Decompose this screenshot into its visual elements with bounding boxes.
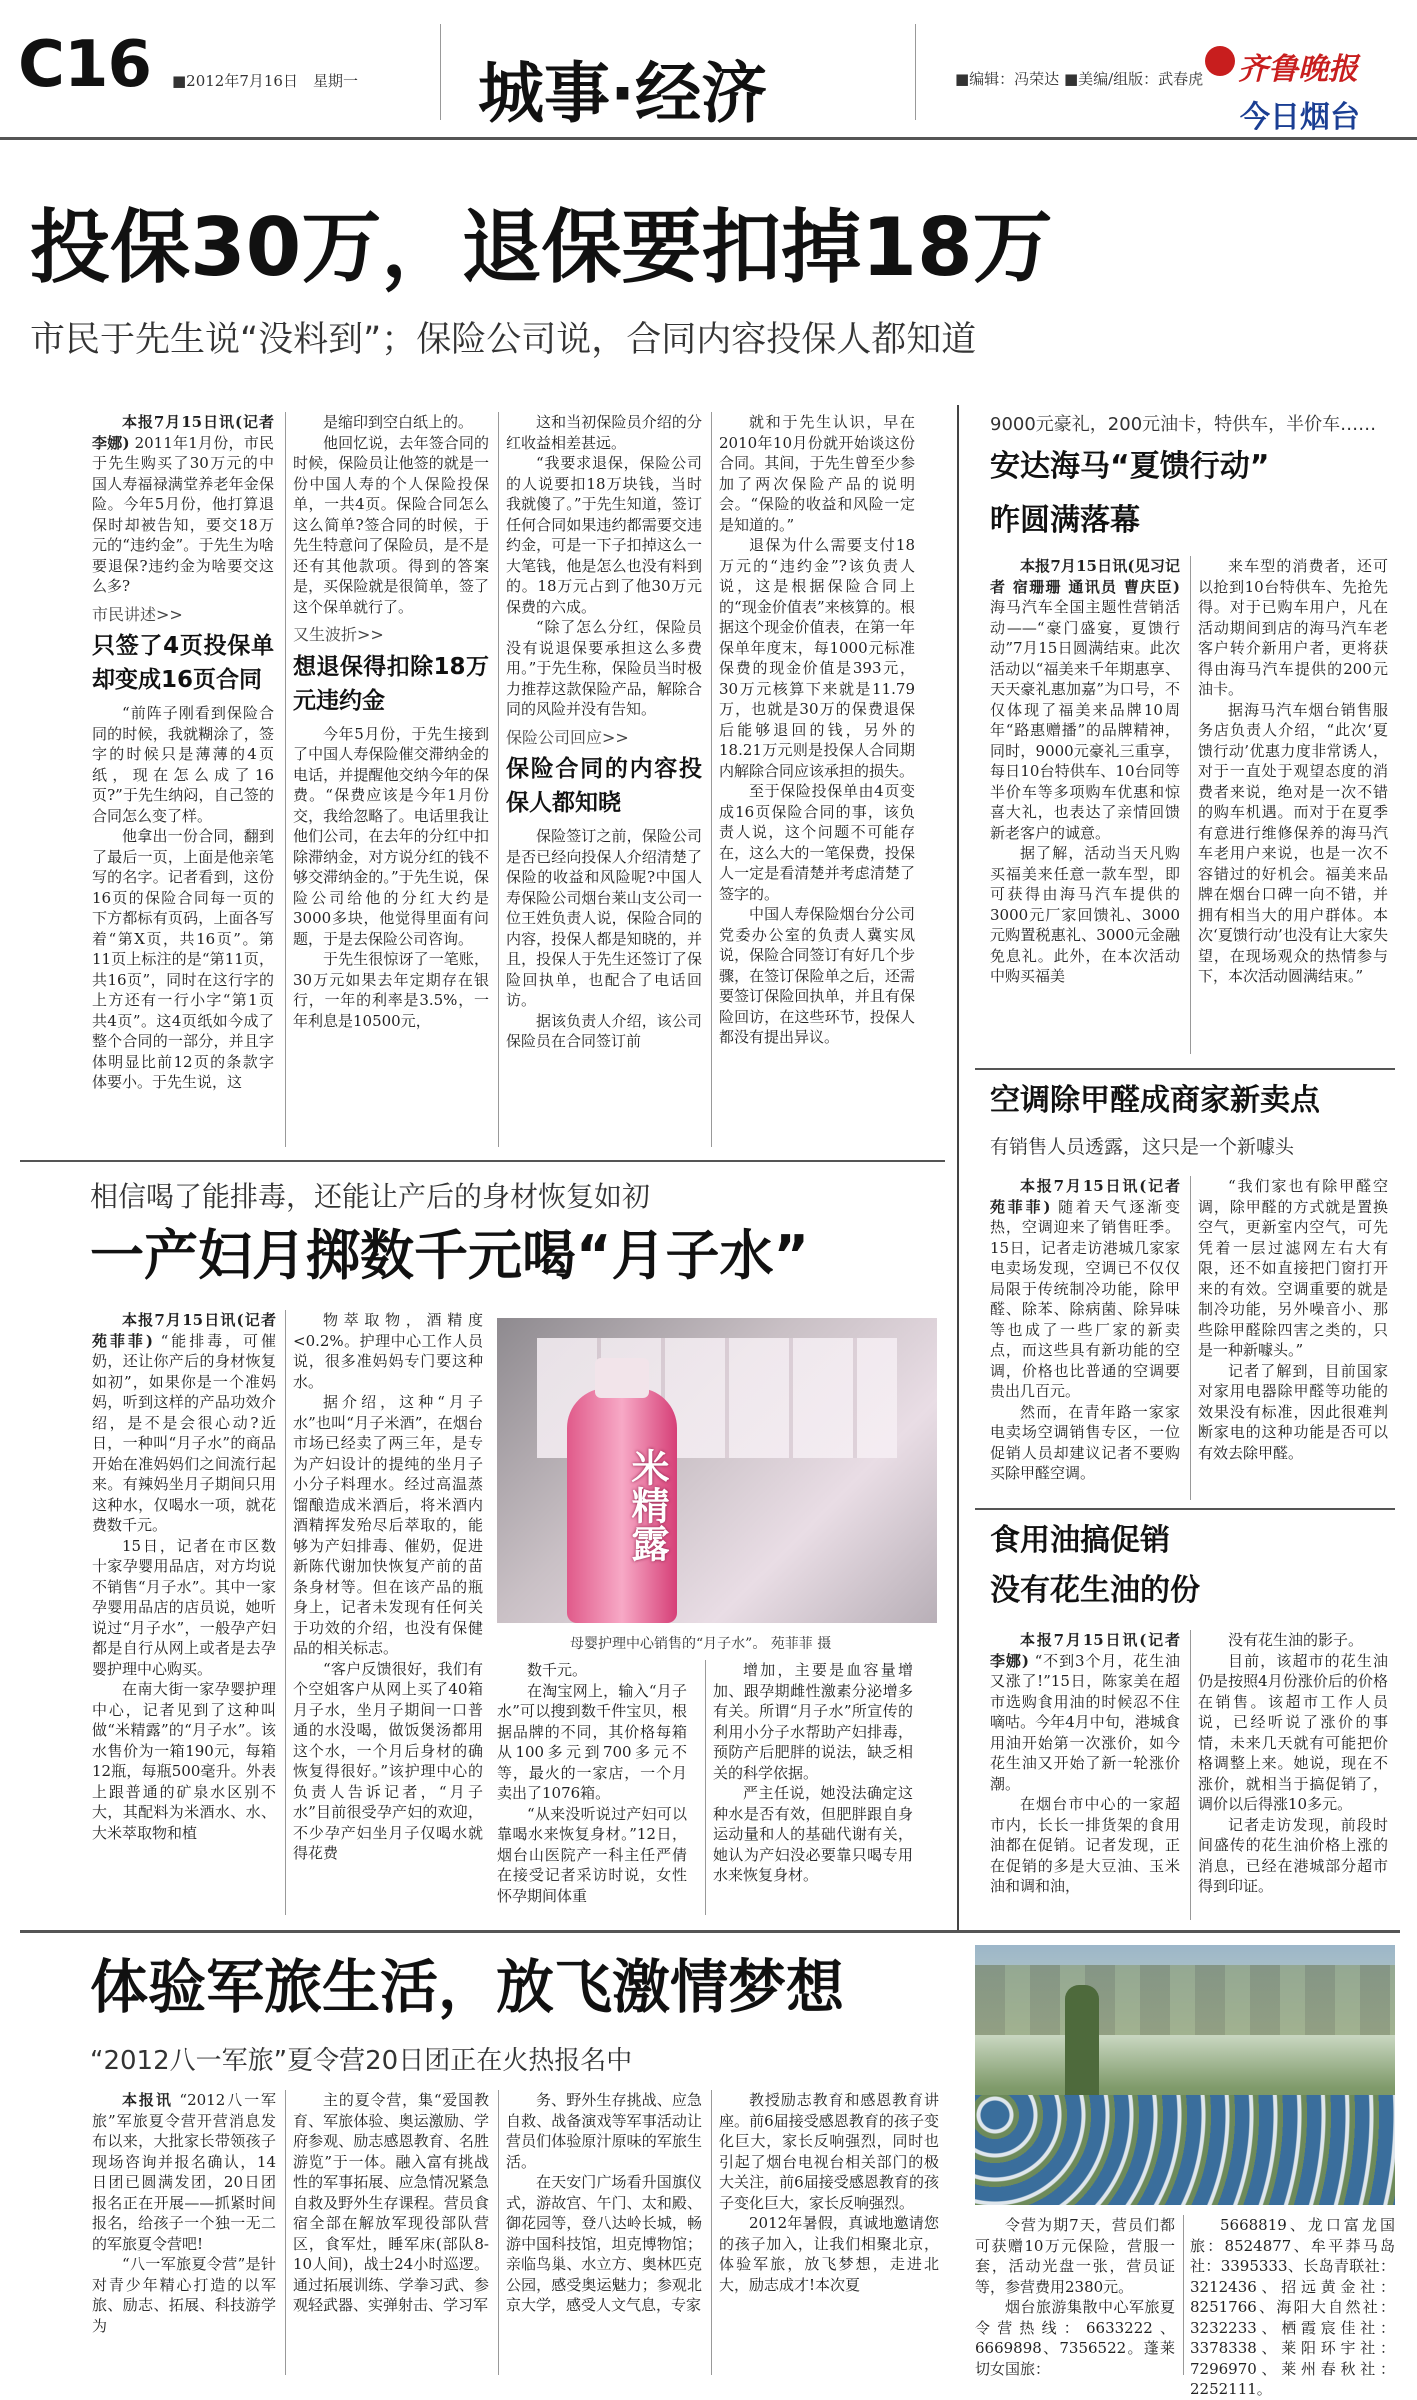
section-rule (975, 1068, 1395, 1070)
paragraph: 数千元。 (527, 1661, 588, 1679)
section-rule (975, 1508, 1395, 1510)
story1-crosshead: 保险合同的内容投保人都知晓 (506, 756, 702, 816)
paragraph: 退保为什么需要支付18万元的“违约金”?该负责人说，这是根据保险合同上的“现金价值表”来核算的。根据这个现金价值表，在第一年保单年度末，每1000元标准保费的现金价值是393元，30万元核算下来就是11.79万，也就是30万的保费退保后能够退回的钱，另外的18.21万元则是投保人合同期内解除合同应该承担的损失。 (719, 536, 915, 780)
paragraph: 至于保险投保单由4页变成16页保险合同的事，该负责人说，这个问题不可能存在，这么大的一笔保费，投保人一定是看清楚并考虑清楚了签字的。 (719, 782, 915, 903)
paragraph: 这和当初保险员介绍的分红收益相差甚远。 (506, 413, 702, 452)
story6-subheadline: “2012八一军旅”夏令营20日团正在火热报名中 (90, 2046, 633, 2076)
paragraph: 教授励志教育和感恩教育讲座。前6届接受感恩教育的孩子变化巨大，家长反响强烈，同时也引起了烟台电视台相关部门的极大关注，前6届接受感恩教育的孩子变化巨大，家长反响强烈。 (719, 2091, 939, 2212)
paragraph: 今年5月份，于先生接到了中国人寿保险催交滞纳金的电话，并提醒他交纳今年的保费。“保费应该是今年1月份交，我给忽略了。电话里我让他们公司，在去年的分红中扣除滞纳金，对方说分红的钱不够交滞纳金的。”于先生说，保险公司给他的分红大约是3000多块，他觉得里面有问题，于是去保险公司咨询。 (293, 724, 489, 948)
paragraph: 在烟台市中心的一家超市内，长长一排货架的食用油都在促销。记者发现，正在促销的多是大豆油、玉米油和调和油， (990, 1795, 1180, 1895)
paragraph: 于先生很惊讶了一笔账，30万元如果去年定期存在银行，一年的利率是3.5%，一年利息是10500元， (293, 950, 489, 1030)
column-rule (285, 1310, 286, 1915)
bottle-label: 米精露 (625, 1448, 669, 1562)
paragraph: “不到3个月，花生油又涨了!”15日，陈家美在超市选购食用油的时候忍不住嘀咕。今年4月中旬，港城食用油开始第一次涨价，如今花生油又开始了新一轮涨价潮。 (990, 1651, 1180, 1793)
paragraph: 保险签订之前，保险公司是否已经向投保人介绍清楚了保险的收益和风险呢?中国人寿保险公司烟台莱山支公司一位王姓负责人说，保险合同的内容，投保人都是知晓的，并且，投保人于先生还签订了保险回执单，也配合了电话回访。 (506, 827, 702, 1009)
column-rule (1190, 1176, 1191, 1500)
story6-column-1 (92, 2090, 276, 2375)
paragraph: 然而，在青年路一家家电卖场空调销售专区，一位促销人员却建议记者不要购买除甲醛空调。 (990, 1402, 1180, 1482)
paragraph: 2011年1月份，市民于先生购买了30万元的中国人寿福禄满堂养老年金保险。今年5月份，他打算退保时却被告知，要交18万元的“违约金”。于先生为啥要退保?违约金为啥要交这么多? (92, 433, 274, 595)
column-rule (498, 2090, 499, 2375)
page-number: C16 (18, 28, 152, 102)
dateline: 本报7月15日讯(记者 李娜) (990, 1631, 1180, 1670)
paragraph: 来车型的消费者，还可以抢到10台特供车、先抢先得。对于已购车用户，凡在活动期间到店的海马汽车老客户转介新用户者，更将获得由海马汽车提供的200元油卡。 (1198, 557, 1388, 698)
story3-headline: 一产妇月掷数千元喝“月子水” (90, 1224, 809, 1287)
paragraph: 务、野外生存挑战、应急自救、战备演戏等军事活动让营员们体验原汁原味的军旅生活。 (506, 2091, 702, 2171)
story3-column-3 (497, 1660, 687, 1915)
column-rule (705, 1660, 706, 1915)
paragraph: “我要求退保，保险公司的人说要扣18万块钱，当时我就傻了。”于先生知道，签订任何合同如果违约都需要交违约金，可是一下子扣掉这么一大笔钱，他是怎么也没有料到的。18万元占到了他30万元保费的六成。 (506, 454, 702, 616)
paragraph: 增加，主要是血容量增加、跟孕期雌性激素分泌增多有关。所谓“月子水”所宣传的利用小分子水帮助产妇排毒，预防产后肥胖的说法，缺乏相关的科学依据。 (713, 1661, 913, 1782)
paragraph: 据了解，活动当天凡购买福美来任意一款车型，即可获得由海马汽车提供的3000元厂家回馈礼、3000元购置税惠礼、3000元金融免息礼。此外，在本次活动中购买福美 (990, 844, 1180, 985)
newspaper-logo-icon (1205, 46, 1235, 76)
paragraph: 中国人寿保险烟台分公司党委办公室的负责人冀实凤说，保险合同签订有好几个步骤，在签订保险单之后，还需要签订保险回执单，并且有保险回访，在这些环节，投保人都没有提出异议。 (719, 905, 915, 1046)
column-rule (1190, 556, 1191, 1054)
editor-credits: ■编辑：冯荣达 ■美编/组版：武春虎 (955, 70, 1204, 88)
column-rule (1183, 2215, 1184, 2375)
story5-headline-line2: 没有花生油的份 (990, 1573, 1200, 1608)
paragraph: 令营为期7天，营员们都可获赠10万元保险，营服一套，活动光盘一张，营员证等，参营费用2380元。 (975, 2216, 1175, 2296)
paragraph: “八一军旅夏令营”是针对青少年精心打造的以军旅、励志、拓展、科技游学为 (92, 2255, 276, 2335)
dateline: 本报7月15日讯(记者 苑菲菲) (990, 1177, 1180, 1216)
column-rule (711, 412, 712, 1147)
paragraph: “除了怎么分红，保险员没有说退保要承担这么多费用。”于先生称，保险员当时极力推荐这款保险产品，解除合同的风险并没有告知。 (506, 618, 702, 718)
story1-headline: 投保30万，退保要扣掉18万 (30, 201, 1053, 294)
story6-column-5 (975, 2215, 1175, 2378)
dateline: 本报7月15日讯(见习记者 宿珊珊 通讯员 曹庆臣) (990, 557, 1180, 596)
masthead-divider (440, 24, 441, 120)
section-label: 保险公司回应>> (506, 727, 629, 747)
story1-column-3 (506, 412, 702, 1147)
summer-camp-photo (975, 1945, 1395, 2205)
paragraph: 是缩印到空白纸上的。 (323, 413, 474, 431)
paragraph: “我们家也有除甲醛空调，除甲醛的方式就是置换空气，更新室内空气，可先凭着一层过滤网左右大有限，还不如直接把门窗打开来的有效。空调重要的就是制冷功能，另外噪音小、那些除甲醛除四害之类的，只是一种新噱头。” (1198, 1177, 1388, 1359)
paragraph: 2012年暑假，真诚地邀请您的孩子加入，让我们相聚北京，体验军旅，放飞梦想，走进北大，励志成才!本次夏 (719, 2214, 939, 2294)
story3-column-1 (92, 1310, 276, 1915)
section-rule (20, 1160, 945, 1162)
paragraph: “2012八一军旅”军旅夏令营开营消息发布以来，大批家长带领孩子现场咨询并报名确认，14日团已圆满发团，20日团报名正在开展——抓紧时间报名，给孩子一个独一无二的军旅夏令营吧! (92, 2091, 276, 2253)
story6-headline: 体验军旅生活，放飞激情梦想 (90, 1953, 845, 2021)
masthead-divider (915, 24, 916, 120)
story2-column-2 (1198, 556, 1388, 1054)
paragraph: 在南大街一家孕婴护理中心，记者见到了这种叫做“米精露”的“月子水”。该水售价为一箱190元，每箱12瓶，每瓶500毫升。外表上跟普通的矿泉水区别不大，其配料为米酒水、水、大米萃取物和植 (92, 1680, 276, 1842)
edition-name: 今日烟台 (1240, 100, 1360, 135)
section-title: 城事·经济 (478, 55, 768, 132)
story6-column-3 (506, 2090, 702, 2375)
paragraph: 在淘宝网上，输入“月子水”可以搜到数千件宝贝，根据品牌的不同，其价格每箱从100多元到700多元不等，最火的一家店，一个月卖出了1076箱。 (497, 1681, 687, 1802)
story1-crosshead: 想退保得扣除18万元违约金 (293, 653, 489, 714)
story6-column-4 (719, 2090, 939, 2375)
story2-column-1 (990, 556, 1180, 1054)
story4-column-2 (1198, 1176, 1388, 1500)
story1-column-4 (719, 412, 915, 1147)
paragraph: 严主任说，她没法确定这种水是否有效，但肥胖跟自身运动量和人的基础代谢有关，她认为产妇没必要靠只喝专用水来恢复身材。 (713, 1784, 913, 1884)
story2-kicker: 9000元豪礼，200元油卡，特供车，半价车…… (990, 414, 1377, 435)
paragraph: 海马汽车全国主题性营销活动——“豪门盛宴，夏馈行动”7月15日圆满结束。此次活动以“福美来千年期惠享、天天豪礼惠加嘉”为口号，不仅体现了福美来品牌10周年“路惠赠播”的品牌精神，同时，9000元豪礼三重享，每日10台特供车、10台同等半价车等多项购车优惠和惊喜大礼，也表达了亲情回馈新老客户的诚意。 (990, 598, 1180, 842)
paragraph: “能排毒，可催奶，还让你产后的身材恢复如初”，如果你是一个准妈妈，听到这样的产品功效介绍，是不是会很心动?近日，一种叫“月子水”的商品开始在准妈妈们之间流行起来。有辣妈坐月子期间只用这种水，仅喝水一项，就花费数千元。 (92, 1331, 276, 1534)
story2-headline-line2: 昨圆满落幕 (990, 503, 1140, 538)
paragraph: 物萃取物，酒精度<0.2%。护理中心工作人员说，很多准妈妈专门要这种水。 (293, 1311, 483, 1391)
story1-column-1 (92, 412, 274, 1147)
paragraph: 15日，记者在市区数十家孕婴用品店，对方均说不销售“月子水”。其中一家孕婴用品店的店员说，她听说过“月子水”，一般孕产妇都是自行从网上或者是去孕婴护理中心购买。 (92, 1536, 276, 1678)
story5-column-1 (990, 1630, 1180, 1920)
publication-date: ■2012年7月16日 星期一 (172, 72, 358, 90)
paragraph: 目前，该超市的花生油仍是按照4月份涨价后的价格在销售。该超市工作人员说，已经听说了涨价的事情，未来几天就有可能把价格调整上来。她说，现在不涨价，就相当于搞促销了，调价以后得涨10多元。 (1198, 1651, 1388, 1813)
trees-background (975, 1965, 1395, 2035)
story3-column-2 (293, 1310, 483, 1915)
paragraph: “从来没听说过产妇可以靠喝水来恢复身材。”12日，烟台山医院产一科主任严倩在接受记者采访时说，女性怀孕期间体重 (497, 1804, 687, 1905)
students-group-icon (975, 2095, 1395, 2205)
paragraph: 烟台旅游集散中心军旅夏令营热线：6633222、6669898、7356522。蓬莱切女国旅： (975, 2298, 1175, 2378)
paragraph: 5668819、龙口富龙国旅：8524877、牟平莽马岛社：3395333、长岛青联社：3212436、招远黄金社：8251766、海阳大自然社：3232233、栖霞宸佳社：3378338、莱阳环宇社：7296970、莱州春秋社：2252111。 (1190, 2216, 1395, 2398)
story1-crosshead: 只签了4页投保单却变成16页合同 (92, 633, 274, 693)
paragraph: 据海马汽车烟台销售服务店负责人介绍，“此次‘夏馈行动’优惠力度非常诱人，对于一直处于观望态度的消费者来说，绝对是一次不错的购车机遇。而对于在夏季有意进行维修保养的海马汽车老用户来说，也是一次不容错过的好机会。福美来品牌在烟台口碑一向不错，并拥有相当大的用户群体。本次‘夏馈行动’也没有让大家失望，在现场观众的热情参与下，本次活动圆满结束。” (1198, 700, 1388, 985)
paragraph: “客户反馈很好，我们有个空姐客户从网上买了40箱月子水，坐月子期间一口普通的水没喝，做饭煲汤都用这个水，一个月后身材的确恢复得很好。”该护理中心的负责人告诉记者，“月子水”目前很受孕产妇的欢迎，不少孕产妇坐月子仅喝水就得花费 (293, 1659, 483, 1862)
story1-subheadline: 市民于先生说“没料到”；保险公司说，合同内容投保人都知道 (30, 320, 977, 360)
paragraph: 他拿出一份合同，翻到了最后一页，上面是他亲笔写的名字。记者看到，这份16页的保险合同每一页的下方都标有页码，上面各写着“第X页，共16页”。第11页上标注的是“第11页，共16页”，同时在这行字的上方还有一行小字“第1页共4页”。这4页纸如今成了整个合同的一部分，并且字体明显比前12页的条款字体要小。于先生说，这 (92, 827, 274, 1091)
story4-headline: 空调除甲醛成商家新卖点 (990, 1083, 1320, 1118)
paragraph: 他回忆说，去年签合同的时候，保险员让他签的就是一份中国人寿的个人保险投保单，一共4页。保险合同怎么这么简单?签合同的时候，于先生特意问了保险员，是不是还有其他款项。得到的答案是，买保险就是很简单，签了这个保单就行了。 (293, 433, 489, 616)
story3-kicker: 相信喝了能排毒，还能让产后的身材恢复如初 (90, 1180, 651, 1213)
story4-subheadline: 有销售人员透露，这只是一个新噱头 (990, 1136, 1295, 1158)
section-rule (20, 1930, 1400, 1933)
paragraph: 据介绍，这种“月子水”也叫“月子米酒”，在烟台市场已经卖了两三年，是专为产妇设计的提纯的坐月子小分子料理水。经过高温蒸馏酿造成米酒后，将米酒内酒精挥发殆尽后萃取的，能够为产妇排毒、催奶，促进新陈代谢加快恢复产前的苗条身材等。但在该产品的瓶身上，记者未发现有任何关于功效的介绍，也没有保健品的相关标志。 (293, 1393, 483, 1657)
column-rule (285, 412, 286, 1147)
paragraph: 随着天气逐渐变热，空调迎来了销售旺季。15日，记者走访港城几家家电卖场发现，空调已不仅仅局限于传统制冷功能，除甲醛、除苯、除病菌、除异味等也成了一些厂家的新卖点，而这些具有新功能的空调，价格也比普通的空调要贵出几百元。 (990, 1197, 1180, 1400)
photo-caption: 母婴护理中心销售的“月子水”。 苑菲菲 摄 (570, 1636, 832, 1652)
story6-column-6 (1190, 2215, 1395, 2398)
section-label: 市民讲述>> (92, 604, 183, 624)
newspaper-logo: 齐鲁晚报 (1238, 52, 1358, 87)
bottle-cap-icon (595, 1358, 649, 1398)
story4-column-1 (990, 1176, 1180, 1500)
paragraph: 记者了解到，目前国家对家用电器除甲醛等功能的效果没有标准，因此很难判断家电的这种功能是否可以有效去除甲醛。 (1198, 1361, 1388, 1462)
story1-column-2 (293, 412, 489, 1147)
paragraph: 主的夏令营，集“爱国教育、军旅体验、奥运激励、学府参观、励志感恩教育、名胜游览”于一体。融入富有挑战性的军事拓展、应急情况紧急自救及野外生存课程。营员食宿全部在解放军现役部队营区，食军灶，睡军床(部队8-10人间)，战士24小时巡逻。通过拓展训练、学拳习武、参观轻武器、实弹射击、学习军 (293, 2091, 489, 2314)
paragraph: 就和于先生认识，早在2010年10月份就开始谈这份合同。其间，于先生曾至少参加了两次保险产品的说明会。“保险的收益和风险一定是知道的。” (719, 413, 915, 534)
paragraph: 在天安门广场看升国旗仪式，游故宫、午门、太和殿、御花园等，登八达岭长城，畅游中国科技馆，坦克博物馆；亲临鸟巢、水立方、奥林匹克公园，感受奥运魅力；参观北京大学，感受人文气息，专家 (506, 2173, 702, 2314)
dateline: 本报7月15日讯(记者 苑菲菲) (92, 1311, 276, 1350)
paragraph: 没有花生油的影子。 (1228, 1631, 1364, 1649)
column-rule (1190, 1630, 1191, 1920)
story5-headline-line1: 食用油搞促销 (990, 1523, 1170, 1558)
masthead (0, 0, 1417, 140)
paragraph: 据该负责人介绍，该公司保险员在合同签订前 (506, 1011, 702, 1050)
paragraph: “前阵子刚看到保险合同的时候，我就糊涂了，签字的时候只是薄薄的4页纸，现在怎么成了16页?”于先生纳闷，自己签的合同怎么变了样。 (92, 704, 274, 825)
dateline: 本报7月15日讯(记者 李娜) (92, 413, 274, 452)
section-label: 又生波折>> (293, 625, 384, 644)
paragraph: 记者走访发现，前段时间盛传的花生油价格上涨的消息，已经在港城部分超市得到印证。 (1198, 1815, 1388, 1895)
story3-column-4 (713, 1660, 913, 1915)
section-rule (957, 405, 959, 1930)
product-photo (497, 1318, 937, 1623)
story6-column-2 (293, 2090, 489, 2375)
story5-column-2 (1198, 1630, 1388, 1920)
column-rule (498, 412, 499, 1147)
column-rule (285, 2090, 286, 2375)
column-rule (711, 2090, 712, 2375)
story2-headline-line1: 安达海马“夏馈行动” (990, 449, 1270, 484)
dateline: 本报讯 (122, 2091, 173, 2109)
